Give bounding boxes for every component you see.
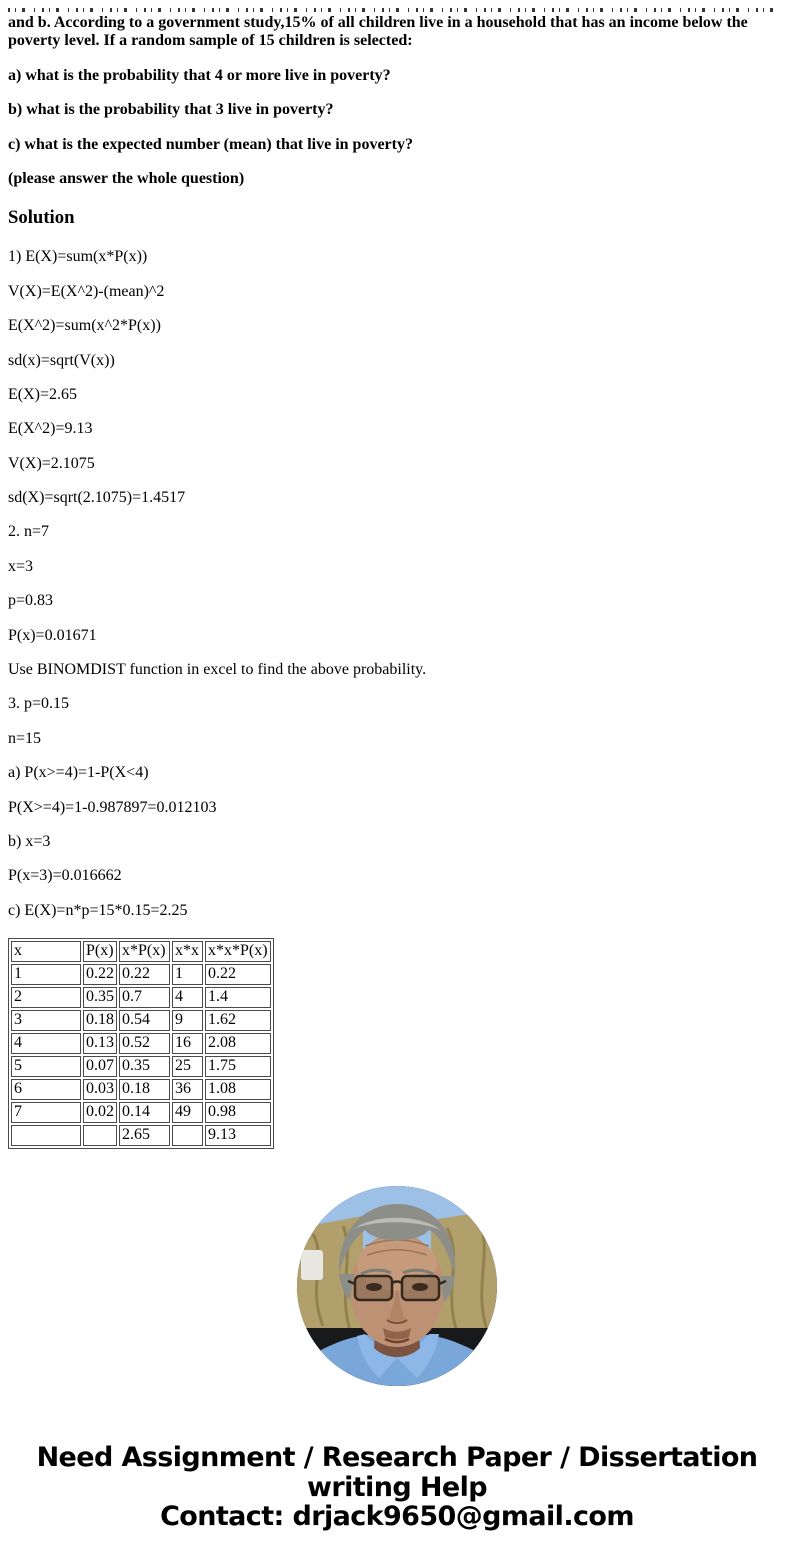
table-cell: 36 (172, 1079, 203, 1100)
solution-line: P(x)=0.01671 (8, 626, 97, 644)
table-header-row (11, 941, 271, 962)
table-cell: 9.13 (205, 1125, 271, 1146)
solution-line: V(X)=E(X^2)-(mean)^2 (8, 282, 165, 300)
table-cell: 49 (172, 1102, 203, 1123)
table-cell: 9 (172, 1010, 203, 1031)
probability-distribution-table (8, 938, 274, 1149)
table-cell: 1.75 (205, 1056, 271, 1077)
question-a: a) what is the probability that 4 or more live in poverty? (8, 66, 391, 84)
table-cell: 0.18 (83, 1010, 117, 1031)
table-cell: 1.4 (205, 987, 271, 1008)
table-header-cell: x (11, 941, 81, 962)
table-cell: 2 (11, 987, 81, 1008)
table-cell: 0.35 (119, 1056, 170, 1077)
footer-contact-email: Contact: drjack9650@gmail.com (160, 1501, 634, 1532)
table-cell: 0.02 (83, 1102, 117, 1123)
table-cell: 1 (172, 964, 203, 985)
solution-line: E(X^2)=sum(x^2*P(x)) (8, 317, 161, 335)
table-row (11, 987, 271, 1008)
table-cell: 0.18 (119, 1079, 170, 1100)
table-cell: 0.13 (83, 1033, 117, 1054)
footer-line: Need Assignment / Research Paper / Dissertation (36, 1442, 758, 1474)
table-cell: 4 (11, 1033, 81, 1054)
table-cell: 0.22 (205, 964, 271, 985)
solution-line: x=3 (8, 557, 34, 575)
table-cell (172, 1125, 203, 1146)
table-header-cell: x*x*P(x) (205, 941, 271, 962)
solution-line: P(X>=4)=1-0.987897=0.012103 (8, 798, 217, 816)
table-header-cell: P(x) (83, 941, 117, 962)
table-cell: 0.54 (119, 1010, 170, 1031)
table-row (11, 1010, 271, 1031)
question-list (8, 67, 786, 189)
table-cell: 3 (11, 1010, 81, 1031)
table-cell: 1 (11, 964, 81, 985)
solution-heading: Solution (8, 207, 75, 229)
table-header-cell: x*x (172, 941, 203, 962)
solution-line: Use BINOMDIST function in excel to find the above probability. (8, 661, 427, 679)
solution-line: V(X)=2.1075 (8, 454, 95, 472)
table-cell: 0.14 (119, 1102, 170, 1123)
table-cell: 0.07 (83, 1056, 117, 1077)
solution-line: 3. p=0.15 (8, 695, 70, 713)
solution-line: P(x=3)=0.016662 (8, 867, 122, 885)
question-note: (please answer the whole question) (8, 169, 245, 187)
solution-body (8, 248, 786, 920)
table-sum-row (11, 1125, 271, 1146)
table-cell: 4 (172, 987, 203, 1008)
table-cell: 0.22 (119, 964, 170, 985)
solution-line: b) x=3 (8, 832, 51, 850)
table-row (11, 1079, 271, 1100)
question-intro (8, 14, 786, 51)
table-header-cell: x*P(x) (119, 941, 170, 962)
clipped-line-fragments (8, 8, 778, 12)
table-cell: 0.03 (83, 1079, 117, 1100)
table-row (11, 1033, 271, 1054)
table-cell: 0.98 (205, 1102, 271, 1123)
solution-line: sd(x)=sqrt(V(x)) (8, 351, 115, 369)
table-cell: 7 (11, 1102, 81, 1123)
table-row (11, 1056, 271, 1077)
table-cell: 0.52 (119, 1033, 170, 1054)
table-cell: 6 (11, 1079, 81, 1100)
table-cell (83, 1125, 117, 1146)
solution-line: p=0.83 (8, 592, 54, 610)
solution-line: 2. n=7 (8, 523, 50, 541)
footer-line: writing Help (307, 1471, 487, 1503)
table-cell: 1.62 (205, 1010, 271, 1031)
table-cell: 16 (172, 1033, 203, 1054)
solution-line: n=15 (8, 729, 42, 747)
table-row (11, 964, 271, 985)
table-row (11, 1102, 271, 1123)
solution-line: a) P(x>=4)=1-P(X<4) (8, 764, 149, 782)
table-cell: 2.65 (119, 1125, 170, 1146)
person-photo (297, 1186, 497, 1386)
table-cell: 0.22 (83, 964, 117, 985)
solution-line: E(X^2)=9.13 (8, 420, 93, 438)
solution-line: 1) E(X)=sum(x*P(x)) (8, 248, 148, 266)
question-c: c) what is the expected number (mean) that live in poverty? (8, 135, 413, 153)
table-cell: 2.08 (205, 1033, 271, 1054)
intro-paragraph: and b. According to a government study,15% of all children live in a household that has an income below the poverty level. If a random sample of 15 children is selected: (8, 14, 748, 50)
solution-line: c) E(X)=n*p=15*0.15=2.25 (8, 901, 188, 919)
solution-line: sd(X)=sqrt(2.1075)=1.4517 (8, 489, 186, 507)
table-cell: 0.7 (119, 987, 170, 1008)
table-cell: 1.08 (205, 1079, 271, 1100)
avatar-container (8, 1186, 786, 1391)
contact-footer (8, 1443, 786, 1557)
table-cell: 25 (172, 1056, 203, 1077)
table-cell (11, 1125, 81, 1146)
table-cell: 0.35 (83, 987, 117, 1008)
solution-line: E(X)=2.65 (8, 385, 78, 403)
question-b: b) what is the probability that 3 live in poverty? (8, 101, 334, 119)
table-cell: 5 (11, 1056, 81, 1077)
